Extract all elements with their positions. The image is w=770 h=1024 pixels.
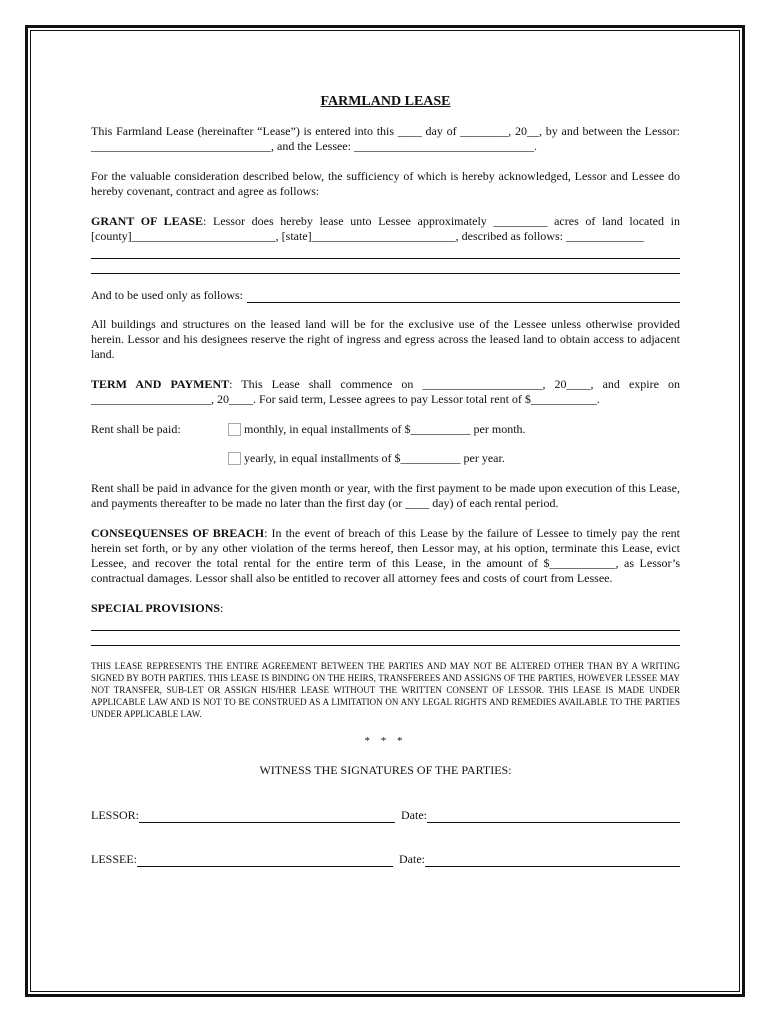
breach-paragraph (91, 526, 680, 586)
lessee-label: LESSEE: (91, 852, 138, 866)
grant-section (91, 214, 680, 274)
special-provisions-label (91, 601, 680, 616)
term-text: : This Lease shall commence on ____________________, 20____, and expire on ____________________, 20____. For said term, Lessee agrees to pay Lessor total rent of $___________. (91, 377, 680, 406)
lessor-date-line[interactable] (427, 810, 680, 823)
lessee-date-label: Date: (399, 852, 426, 866)
description-line-2[interactable] (91, 259, 680, 274)
witness-heading: WITNESS THE SIGNATURES OF THE PARTIES: (259, 763, 512, 777)
grant-text: : Lessor does hereby lease unto Lessee approximately _________ acres of land located in [county]________________________, [state]________________________, described as follows: _____________ (91, 214, 680, 243)
rent-label: Rent shall be paid: (91, 422, 181, 436)
document-title: FARMLAND LEASE (320, 94, 451, 109)
special-colon: : (220, 601, 224, 615)
lessee-signature-line[interactable] (137, 854, 393, 867)
section-divider-stars: * * * (364, 735, 407, 747)
lessee-date-line[interactable] (425, 854, 680, 867)
buildings-paragraph: All buildings and structures on the leased land will be for the exclusive use of the Lessee unless otherwise provided herein. Lessor and his designees reserve the right of ingress and egress across the leased land to obtain access to adjacent land. (91, 317, 680, 361)
lease-document (91, 93, 680, 867)
monthly-checkbox[interactable] (228, 423, 241, 436)
term-heading: TERM AND PAYMENT (91, 377, 230, 391)
special-provisions-section (91, 601, 680, 646)
consideration-paragraph: For the valuable consideration described below, the sufficiency of which is hereby acknowledged, Lessor and Lessee do hereby covenant, contract and agree as follows: (91, 169, 680, 198)
rent-monthly-row (91, 422, 680, 437)
advance-paragraph: Rent shall be paid in advance for the given month or year, with the first payment to be made upon execution of this Lease, and payments thereafter to be made no later than the first day (or ____ day) of each rental period. (91, 481, 680, 510)
yearly-checkbox[interactable] (228, 452, 241, 465)
lessor-signature-row (91, 808, 680, 823)
special-line-2[interactable] (91, 631, 680, 646)
description-line-1[interactable] (91, 244, 680, 259)
intro-paragraph: This Farmland Lease (hereinafter “Lease”) is entered into this ____ day of ________, 20__, by and between the Lessor: ______________________________, and the Lessee: ______________________________. (91, 124, 680, 153)
lessee-signature-row (91, 852, 680, 867)
use-row (91, 288, 680, 303)
special-heading: SPECIAL PROVISIONS (91, 601, 221, 615)
lessor-signature-line[interactable] (139, 810, 395, 823)
monthly-text: monthly, in equal installments of $__________ per month. (244, 422, 526, 436)
grant-heading: GRANT OF LEASE (91, 214, 203, 228)
breach-heading: CONSEQUENSES OF BREACH (91, 526, 265, 540)
lessor-date-label: Date: (401, 808, 428, 822)
yearly-text: yearly, in equal installments of $__________ per year. (244, 451, 505, 465)
special-line-1[interactable] (91, 616, 680, 631)
entire-agreement-clause: THIS LEASE REPRESENTS THE ENTIRE AGREEMENT BETWEEN THE PARTIES AND MAY NOT BE ALTERED OTHER THAN BY A WRITING SIGNED BY BOTH PARTIES. THIS LEASE IS BINDING ON THE HEIRS, TRANSFEREES AND ASSIGNS OF THE PARTIES, HOWEVER LESSEE MAY NOT TRANSFER, SUB-LET OR ASSIGN HIS/HER LEASE WITHOUT THE WRITTEN CONSENT OF LESSOR. THIS LEASE IS MADE UNDER APPLICABLE LAW AND IS NOT TO BE CONSTRUED AS A LIMITATION ON ANY LEGAL RIGHTS AND REMEDIES AVAILABLE TO THE PARTIES UNDER APPLICABLE LAW. (91, 661, 680, 719)
use-label: And to be used only as follows: (91, 288, 243, 302)
grant-paragraph (91, 214, 680, 244)
use-line[interactable] (247, 290, 680, 303)
breach-text: : In the event of breach of this Lease by the failure of Lessee to timely pay the rent herein set forth, or by any other violation of the terms hereof, then Lessor may, at his option, terminate this Lease, evict Lessee, and recover the total rental for the entire term of this Lease, in the amount of $___________, as Lessor’s contractual damages. Lessor shall also be entitled to recover all attorney fees and costs of court from Lessee. (91, 526, 681, 585)
rent-yearly-row (91, 451, 680, 466)
term-paragraph (91, 377, 680, 407)
lessor-label: LESSOR: (91, 808, 140, 822)
